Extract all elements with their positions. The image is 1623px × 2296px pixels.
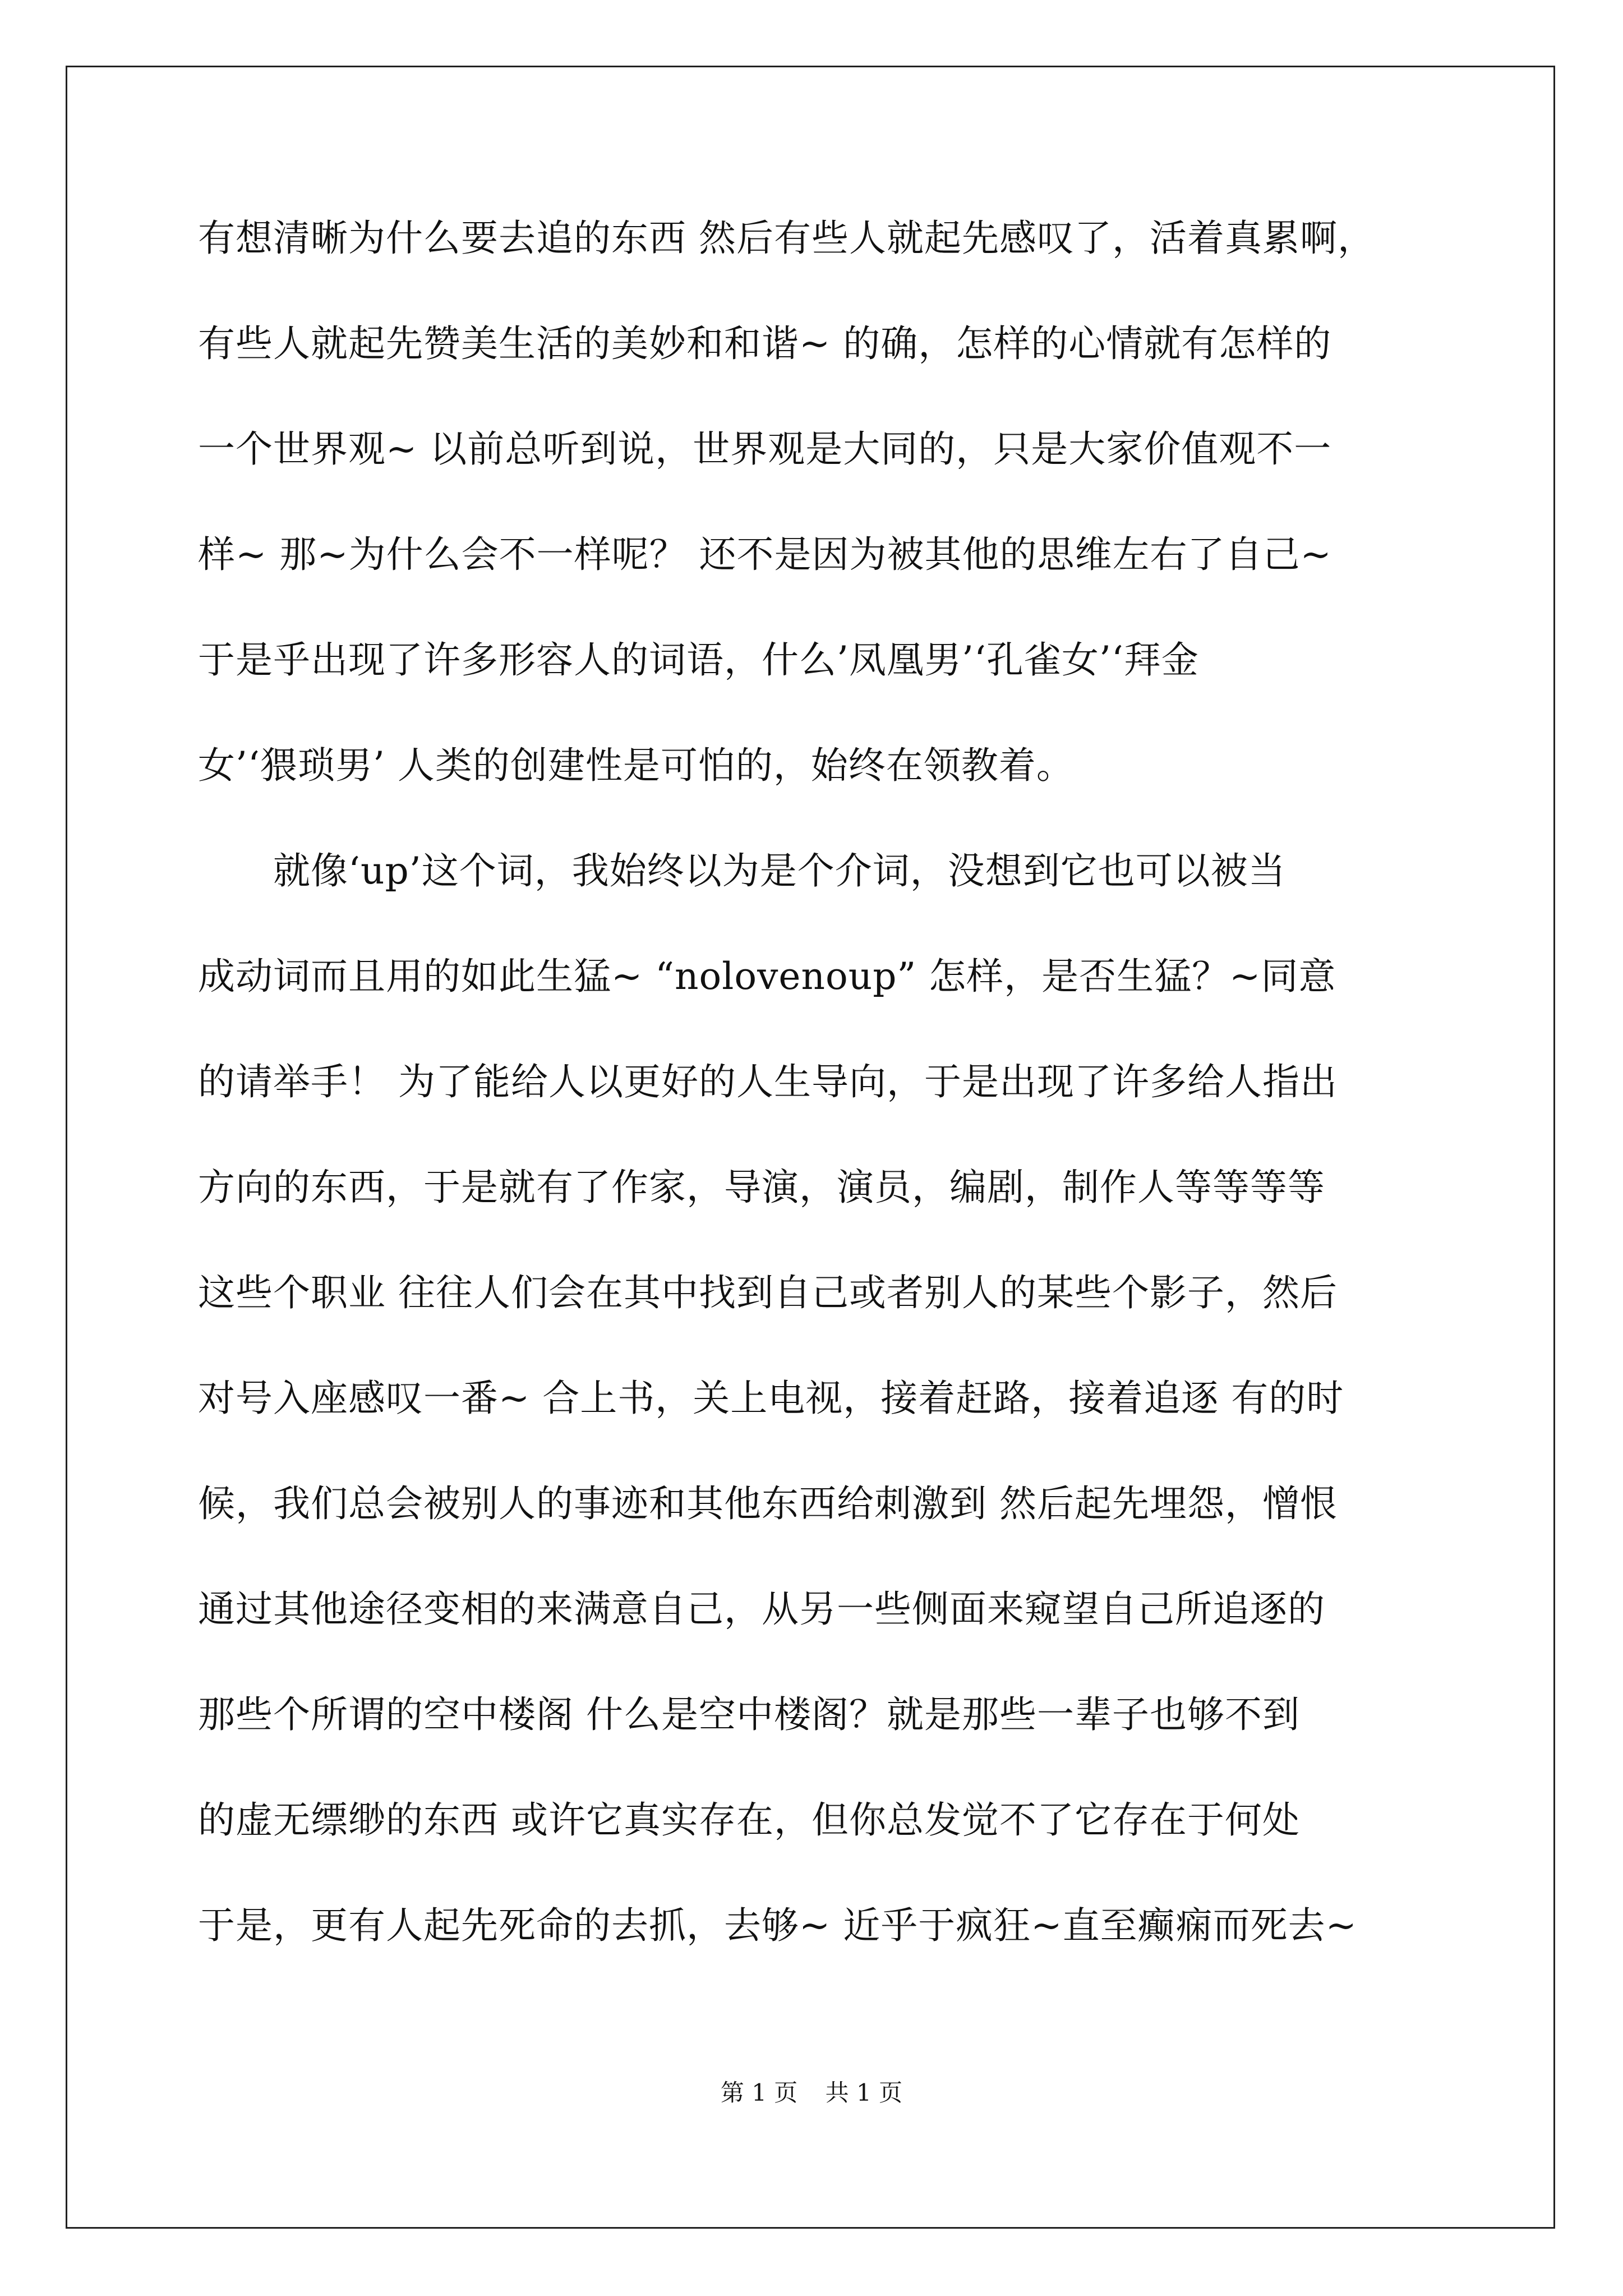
text-line: 的虚无缥缈的东西 或许它真实存在，但你总发觉不了它存在于何处 (198, 1798, 1300, 1842)
text-line: 女’‘猥琐男’ 人类的创建性是可怕的，始终在领教着。 (198, 744, 1074, 787)
text-line: 的请举手！ 为了能给人以更好的人生导向，于是出现了许多给人指出 (198, 1060, 1338, 1103)
page-footer (0, 2074, 1623, 2108)
text-line: 于是，更有人起先死命的去抓，去够~ 近乎于疯狂~直至癫痫而死去~ (198, 1904, 1357, 1947)
text-line: 对号入座感叹一番~ 合上书，关上电视，接着赶路，接着追逐 有的时 (198, 1377, 1344, 1420)
document-body (198, 213, 1432, 2006)
text-line: 就像‘up’这个词，我始终以为是个介词，没想到它也可以被当 (198, 849, 1286, 892)
text-line: 一个世界观~ 以前总听到说，世界观是大同的，只是大家价值观不一 (198, 427, 1332, 471)
text-line: 通过其他途径变相的来满意自己，从另一些侧面来窥望自己所追逐的 (198, 1588, 1325, 1631)
text-line: 样~ 那~为什么会不一样呢？ 还不是因为被其他的思维左右了自己~ (198, 533, 1332, 576)
text-line: 这些个职业 往往人们会在其中找到自己或者别人的某些个影子，然后 (198, 1271, 1338, 1314)
text-line: 有些人就起先赞美生活的美妙和和谐~ 的确，怎样的心情就有怎样的 (198, 322, 1332, 365)
text-line: 有想清晰为什么要去追的东西 然后有些人就起先感叹了，活着真累啊， (198, 217, 1375, 260)
text-line: 那些个所谓的空中楼阁 什么是空中楼阁？就是那些一辈子也够不到 (198, 1693, 1300, 1736)
text-line: 方向的东西，于是就有了作家，导演，演员，编剧，制作人等等等等 (198, 1166, 1325, 1209)
page-total: 共 1 页 (825, 2079, 903, 2106)
page-number: 第 1 页 (720, 2079, 798, 2106)
text-line: 于是乎出现了许多形容人的词语，什么’凤凰男’‘孔雀女’‘拜金 (198, 638, 1199, 682)
text-line: 候，我们总会被别人的事迹和其他东西给刺激到 然后起先埋怨，憎恨 (198, 1482, 1338, 1525)
text-line: 成动词而且用的如此生猛~ “nolovenoup” 怎样，是否生猛？~同意 (198, 955, 1336, 998)
